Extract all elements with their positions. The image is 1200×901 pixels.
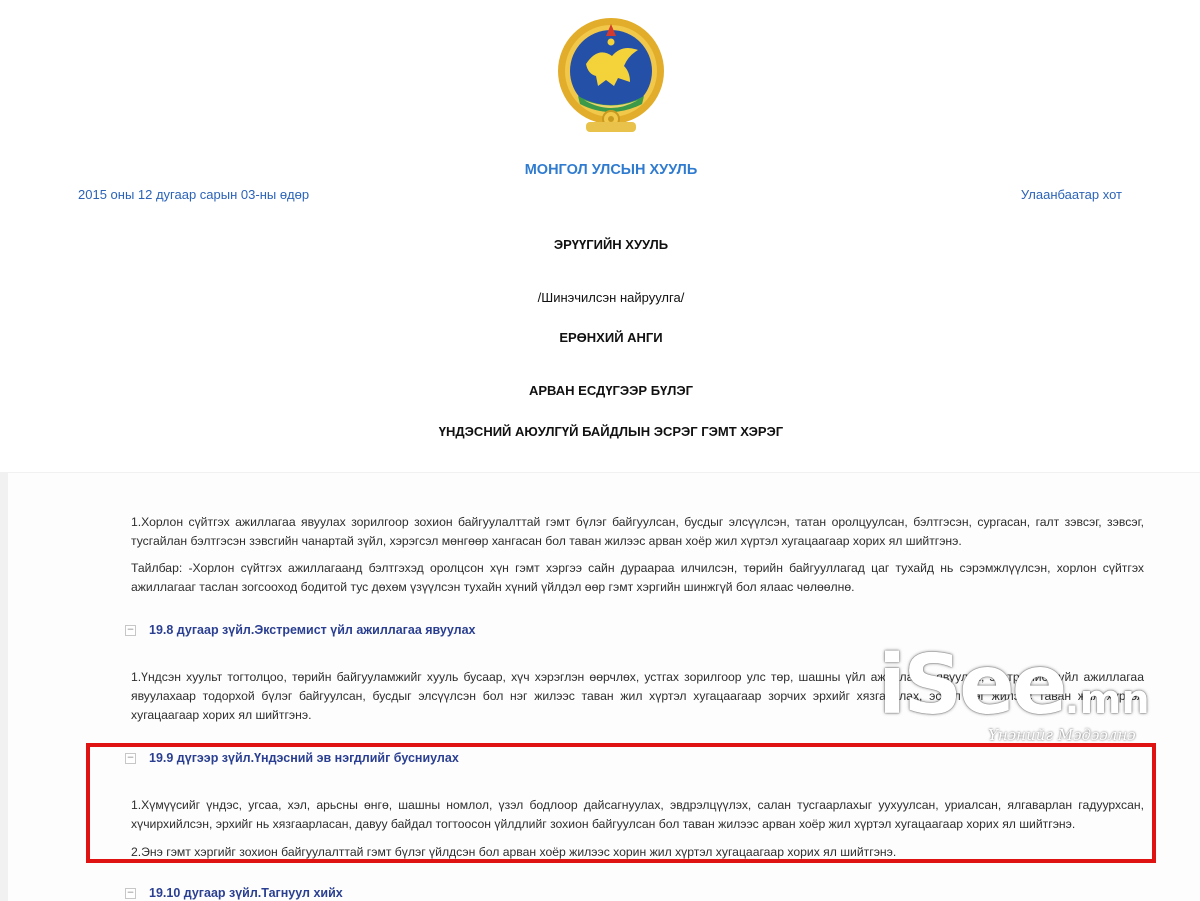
isee-watermark-logo <box>878 638 1148 758</box>
collapse-icon[interactable]: − <box>126 752 135 763</box>
article-19-8-header[interactable] <box>125 622 476 638</box>
law-date: 2015 оны 12 дугаар сарын 03-ны өдөр <box>78 187 310 202</box>
watermark-brand: iSee <box>878 638 1065 733</box>
watermark-domain: .mn <box>1064 677 1150 723</box>
paragraph-19-9-1: 1.Хүмүүсийг үндэс, угсаа, хэл, арьсны өнгө, шашны номлол, үзэл бодлоор дайсагнуулах, эвдрэлцүүлэх, салан тусгаарлахыг уухуулсан, уриалсан, ялгаварлан гадуурхсан, хүчирхийлсэн, эрхийг нь хязгаарласан, давуу байдал тогтоосон үйлдлийг зохион байгуулсан бол таван жилээс арван хоёр жил хүртэл хугацаагаар хорих ял шийтгэнэ. <box>131 798 1144 831</box>
paragraph-note: Тайлбар: -Хорлон сүйтгэх ажиллагаанд бэлтгэхэд оролцсон хүн гэмт хэргээ сайн дураараа илчилсэн, төрийн байгууллагад цаг тухайд нь сэрэмжлүүлсэн, хорлон сүйтгэх ажиллагааг таслан зогсооход бодитой тус дөхөм үзүүлсэн тухайн хүний үйлдэл өөр гэмт хэргийн шинжгүй бол ялаас чөлөөлнө. <box>131 561 1144 594</box>
collapse-icon[interactable]: − <box>126 887 135 898</box>
article-19-9-title[interactable]: 19.9 дүгээр зүйл.Үндэсний эв нэгдлийг бусниулах <box>149 751 459 765</box>
article-19-8-title[interactable]: 19.8 дугаар зүйл.Экстремист үйл ажиллагаа явуулах <box>149 623 476 637</box>
article-19-10-title[interactable]: 19.10 дугаар зүйл.Тагнуул хийх <box>149 886 343 900</box>
article-19-9-header[interactable] <box>125 750 459 766</box>
collapse-icon[interactable]: − <box>126 624 135 635</box>
paragraph-sabotage-1: 1.Хорлон сүйтгэх ажиллагаа явуулах зорилгоор зохион байгуулалттай гэмт бүлэг байгуулсан, бусдыг элсүүлсэн, татан оролцуулсан, бэлтгэсэн, сургасан, галт зэвсэг, зэвсэг, тусгайлан бэлтгэсэн зэвсгийн чанартай зүйл, хэрэгсэл мөнгөөр хангасан бол таван жилээс арван хоёр жил хүртэл хугацаагаар хорих ял шийтгэнэ. <box>131 515 1144 548</box>
paragraph-19-9-2: 2.Энэ гэмт хэргийг зохион байгуулалттай гэмт бүлэг үйлдсэн бол арван хоёр жилээс хорин жил хүртэл хугацаагаар хорих ял шийтгэнэ. <box>131 845 897 859</box>
law-title: МОНГОЛ УЛСЫН ХУУЛЬ <box>524 162 698 178</box>
revision-note: /Шинэчилсэн найруулга/ <box>537 290 685 305</box>
part-title: ЕРӨНХИЙ АНГИ <box>559 330 663 345</box>
chapter-number: АРВАН ЕСДҮГЭЭР БҮЛЭГ <box>528 383 694 398</box>
code-title: ЭРҮҮГИЙН ХУУЛЬ <box>553 237 669 252</box>
mongolia-state-emblem-icon <box>556 16 666 136</box>
chapter-title: ҮНДЭСНИЙ АЮУЛГҮЙ БАЙДЛЫН ЭСРЭГ ГЭМТ ХЭРЭГ <box>438 424 784 439</box>
article-19-10-header[interactable] <box>125 885 343 901</box>
law-city: Улаанбаатар хот <box>1020 187 1122 202</box>
paragraph-19-8-1: 1.Үндсэн хуульт тогтолцоо, төрийн байгууламжийг хууль бусаар, хүч хэрэглэн өөрчлөх, устгах зорилгоор улс төр, шашны үйл ажиллагаа явуулах, экстремист үйл ажиллагаа явуулахаар тодорхой бүлэг байгуулсан, бусдыг элсүүлсэн бол нэг жилээс таван жил хүртэл хугацаагаар зорчих эрхийг хязгаарлах, эсхүл нэг жилээс таван жил хүртэл хугацаагаар хорих ял шийтгэнэ. <box>131 670 1144 722</box>
watermark-tagline: Үнэнийг Мэдээлнэ <box>988 726 1136 744</box>
